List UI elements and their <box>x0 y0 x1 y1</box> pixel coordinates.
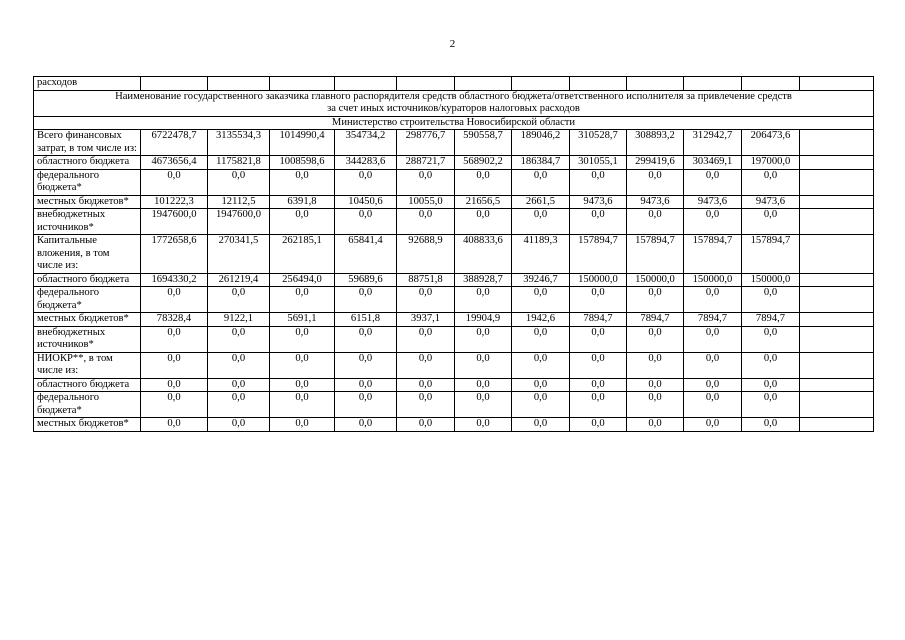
value-cell: 0,0 <box>208 418 270 432</box>
value-cell: 261219,4 <box>208 273 270 287</box>
value-cell: 0,0 <box>570 326 627 352</box>
value-cell: 344283,6 <box>335 156 397 170</box>
customer-row <box>34 90 874 116</box>
value-cell: 1694330,2 <box>141 273 208 287</box>
value-cell: 0,0 <box>141 352 208 378</box>
value-cell: 0,0 <box>141 287 208 313</box>
value-cell: 0,0 <box>141 326 208 352</box>
table-row <box>34 392 874 418</box>
value-cell: 3937,1 <box>397 313 455 327</box>
financing-table <box>33 76 874 432</box>
value-cell: 0,0 <box>397 418 455 432</box>
value-cell: 0,0 <box>141 392 208 418</box>
row-label: НИОКР**, в том числе из: <box>34 352 141 378</box>
value-cell: 0,0 <box>270 378 335 392</box>
value-cell: 388928,7 <box>455 273 512 287</box>
empty-cell <box>800 195 874 209</box>
empty-cell <box>800 156 874 170</box>
value-cell: 101222,3 <box>141 195 208 209</box>
value-cell: 9122,1 <box>208 313 270 327</box>
table-row <box>34 169 874 195</box>
value-cell: 0,0 <box>742 378 800 392</box>
value-cell: 0,0 <box>742 352 800 378</box>
row-label: федерального бюджета* <box>34 169 141 195</box>
value-cell: 7894,7 <box>742 313 800 327</box>
value-cell: 0,0 <box>270 209 335 235</box>
value-cell: 0,0 <box>627 287 684 313</box>
table-row <box>34 156 874 170</box>
row-label: областного бюджета <box>34 156 141 170</box>
value-cell: 590558,7 <box>455 130 512 156</box>
table-row <box>34 352 874 378</box>
empty-cell <box>800 378 874 392</box>
value-cell: 0,0 <box>208 326 270 352</box>
value-cell: 10450,6 <box>335 195 397 209</box>
value-cell: 0,0 <box>270 169 335 195</box>
value-cell: 9473,6 <box>627 195 684 209</box>
row-label: Всего финансовых затрат, в том числе из: <box>34 130 141 156</box>
empty-cell <box>800 352 874 378</box>
value-cell: 0,0 <box>141 418 208 432</box>
value-cell: 157894,7 <box>627 235 684 274</box>
value-cell: 0,0 <box>455 326 512 352</box>
value-cell: 0,0 <box>397 287 455 313</box>
value-cell: 0,0 <box>397 378 455 392</box>
value-cell: 0,0 <box>684 378 742 392</box>
value-cell: 0,0 <box>208 287 270 313</box>
value-cell: 1014990,4 <box>270 130 335 156</box>
ministry-row <box>34 116 874 130</box>
value-cell: 262185,1 <box>270 235 335 274</box>
value-cell: 0,0 <box>627 169 684 195</box>
value-cell: 0,0 <box>627 352 684 378</box>
value-cell: 0,0 <box>570 378 627 392</box>
value-cell: 0,0 <box>335 209 397 235</box>
value-cell: 7894,7 <box>627 313 684 327</box>
value-cell: 10055,0 <box>397 195 455 209</box>
value-cell: 5691,1 <box>270 313 335 327</box>
value-cell: 0,0 <box>684 169 742 195</box>
ministry-name: Министерство строительства Новосибирской области <box>34 116 874 130</box>
value-cell: 0,0 <box>335 392 397 418</box>
value-cell: 157894,7 <box>684 235 742 274</box>
value-cell: 2661,5 <box>512 195 570 209</box>
value-cell: 0,0 <box>742 392 800 418</box>
value-cell: 0,0 <box>742 209 800 235</box>
value-cell: 0,0 <box>141 169 208 195</box>
value-cell: 1008598,6 <box>270 156 335 170</box>
customer-line-1: Наименование государственного заказчика главного распорядителя средств областного бюджета/ответственного исполнителя за привлечение средств <box>115 90 792 102</box>
customer-title <box>34 90 874 116</box>
empty-cell <box>800 273 874 287</box>
value-cell: 0,0 <box>512 169 570 195</box>
value-cell: 150000,0 <box>570 273 627 287</box>
value-cell: 299419,6 <box>627 156 684 170</box>
table-row <box>34 235 874 274</box>
value-cell: 0,0 <box>512 418 570 432</box>
row-label: местных бюджетов* <box>34 418 141 432</box>
value-cell: 0,0 <box>512 209 570 235</box>
empty-cell <box>800 392 874 418</box>
value-cell: 0,0 <box>512 287 570 313</box>
row-label: областного бюджета <box>34 378 141 392</box>
value-cell: 0,0 <box>627 326 684 352</box>
value-cell: 0,0 <box>742 326 800 352</box>
value-cell: 0,0 <box>570 209 627 235</box>
page-number: 2 <box>449 38 456 50</box>
value-cell: 0,0 <box>335 352 397 378</box>
value-cell: 0,0 <box>397 169 455 195</box>
value-cell: 59689,6 <box>335 273 397 287</box>
value-cell: 0,0 <box>684 352 742 378</box>
value-cell: 298776,7 <box>397 130 455 156</box>
value-cell: 312942,7 <box>684 130 742 156</box>
empty-cell <box>800 418 874 432</box>
value-cell: 0,0 <box>455 352 512 378</box>
value-cell: 0,0 <box>455 209 512 235</box>
value-cell: 0,0 <box>684 392 742 418</box>
value-cell: 0,0 <box>512 326 570 352</box>
value-cell: 12112,5 <box>208 195 270 209</box>
value-cell: 65841,4 <box>335 235 397 274</box>
value-cell: 0,0 <box>627 418 684 432</box>
value-cell: 0,0 <box>270 287 335 313</box>
value-cell: 0,0 <box>335 169 397 195</box>
value-cell: 408833,6 <box>455 235 512 274</box>
value-cell: 0,0 <box>208 352 270 378</box>
value-cell: 303469,1 <box>684 156 742 170</box>
value-cell: 0,0 <box>208 378 270 392</box>
value-cell: 0,0 <box>627 378 684 392</box>
table-row <box>34 195 874 209</box>
value-cell: 157894,7 <box>742 235 800 274</box>
value-cell: 0,0 <box>455 418 512 432</box>
value-cell: 157894,7 <box>570 235 627 274</box>
value-cell: 1175821,8 <box>208 156 270 170</box>
value-cell: 6151,8 <box>335 313 397 327</box>
value-cell: 7894,7 <box>684 313 742 327</box>
value-cell: 0,0 <box>455 392 512 418</box>
value-cell: 1772658,6 <box>141 235 208 274</box>
value-cell: 0,0 <box>335 418 397 432</box>
value-cell: 0,0 <box>270 326 335 352</box>
customer-line-2: за счет иных источников/кураторов налоговых расходов <box>327 103 580 114</box>
empty-cell <box>800 326 874 352</box>
value-cell: 7894,7 <box>570 313 627 327</box>
empty-cell <box>800 313 874 327</box>
value-cell: 189046,2 <box>512 130 570 156</box>
value-cell: 256494,0 <box>270 273 335 287</box>
value-cell: 0,0 <box>742 169 800 195</box>
value-cell: 0,0 <box>742 287 800 313</box>
value-cell: 78328,4 <box>141 313 208 327</box>
table-row <box>34 130 874 156</box>
row-label: федерального бюджета* <box>34 287 141 313</box>
value-cell: 92688,9 <box>397 235 455 274</box>
value-cell: 0,0 <box>270 352 335 378</box>
value-cell: 0,0 <box>335 326 397 352</box>
row-label: внебюджетных источников* <box>34 209 141 235</box>
value-cell: 0,0 <box>684 287 742 313</box>
value-cell: 150000,0 <box>742 273 800 287</box>
value-cell: 0,0 <box>627 209 684 235</box>
row-label: федерального бюджета* <box>34 392 141 418</box>
value-cell: 9473,6 <box>684 195 742 209</box>
value-cell: 354734,2 <box>335 130 397 156</box>
value-cell: 0,0 <box>455 287 512 313</box>
value-cell: 9473,6 <box>742 195 800 209</box>
value-cell: 0,0 <box>270 418 335 432</box>
table-row <box>34 313 874 327</box>
value-cell: 288721,7 <box>397 156 455 170</box>
value-cell: 301055,1 <box>570 156 627 170</box>
value-cell: 0,0 <box>512 378 570 392</box>
value-cell: 310528,7 <box>570 130 627 156</box>
table-row <box>34 326 874 352</box>
value-cell: 0,0 <box>512 392 570 418</box>
value-cell: 3135534,3 <box>208 130 270 156</box>
value-cell: 150000,0 <box>627 273 684 287</box>
empty-cell <box>800 235 874 274</box>
value-cell: 0,0 <box>684 418 742 432</box>
value-cell: 4673656,4 <box>141 156 208 170</box>
value-cell: 150000,0 <box>684 273 742 287</box>
value-cell: 1947600,0 <box>208 209 270 235</box>
value-cell: 0,0 <box>570 352 627 378</box>
value-cell: 0,0 <box>208 169 270 195</box>
row-label: Капитальные вложения, в том числе из: <box>34 235 141 274</box>
empty-cell <box>800 209 874 235</box>
header-continuation-row <box>34 77 874 91</box>
value-cell: 0,0 <box>335 287 397 313</box>
value-cell: 0,0 <box>684 326 742 352</box>
value-cell: 0,0 <box>512 352 570 378</box>
row-label: областного бюджета <box>34 273 141 287</box>
header-continuation-label: расходов <box>34 77 141 91</box>
value-cell: 19904,9 <box>455 313 512 327</box>
value-cell: 186384,7 <box>512 156 570 170</box>
table-row <box>34 287 874 313</box>
value-cell: 270341,5 <box>208 235 270 274</box>
value-cell: 0,0 <box>141 378 208 392</box>
value-cell: 568902,2 <box>455 156 512 170</box>
empty-cell <box>800 130 874 156</box>
empty-cell <box>800 287 874 313</box>
value-cell: 1947600,0 <box>141 209 208 235</box>
value-cell: 0,0 <box>397 209 455 235</box>
value-cell: 0,0 <box>208 392 270 418</box>
value-cell: 6391,8 <box>270 195 335 209</box>
value-cell: 0,0 <box>335 378 397 392</box>
value-cell: 206473,6 <box>742 130 800 156</box>
value-cell: 0,0 <box>455 378 512 392</box>
value-cell: 0,0 <box>627 392 684 418</box>
value-cell: 0,0 <box>742 418 800 432</box>
value-cell: 0,0 <box>570 169 627 195</box>
value-cell: 0,0 <box>397 392 455 418</box>
value-cell: 88751,8 <box>397 273 455 287</box>
row-label: местных бюджетов* <box>34 195 141 209</box>
value-cell: 197000,0 <box>742 156 800 170</box>
empty-cell <box>800 169 874 195</box>
row-label: местных бюджетов* <box>34 313 141 327</box>
value-cell: 0,0 <box>270 392 335 418</box>
value-cell: 1942,6 <box>512 313 570 327</box>
value-cell: 39246,7 <box>512 273 570 287</box>
value-cell: 0,0 <box>570 392 627 418</box>
value-cell: 0,0 <box>570 418 627 432</box>
table-row <box>34 209 874 235</box>
value-cell: 41189,3 <box>512 235 570 274</box>
table-row <box>34 418 874 432</box>
value-cell: 9473,6 <box>570 195 627 209</box>
value-cell: 6722478,7 <box>141 130 208 156</box>
table-row <box>34 378 874 392</box>
value-cell: 0,0 <box>570 287 627 313</box>
value-cell: 308893,2 <box>627 130 684 156</box>
row-label: внебюджетных источников* <box>34 326 141 352</box>
value-cell: 0,0 <box>455 169 512 195</box>
value-cell: 0,0 <box>684 209 742 235</box>
table-row <box>34 273 874 287</box>
value-cell: 0,0 <box>397 326 455 352</box>
value-cell: 0,0 <box>397 352 455 378</box>
value-cell: 21656,5 <box>455 195 512 209</box>
